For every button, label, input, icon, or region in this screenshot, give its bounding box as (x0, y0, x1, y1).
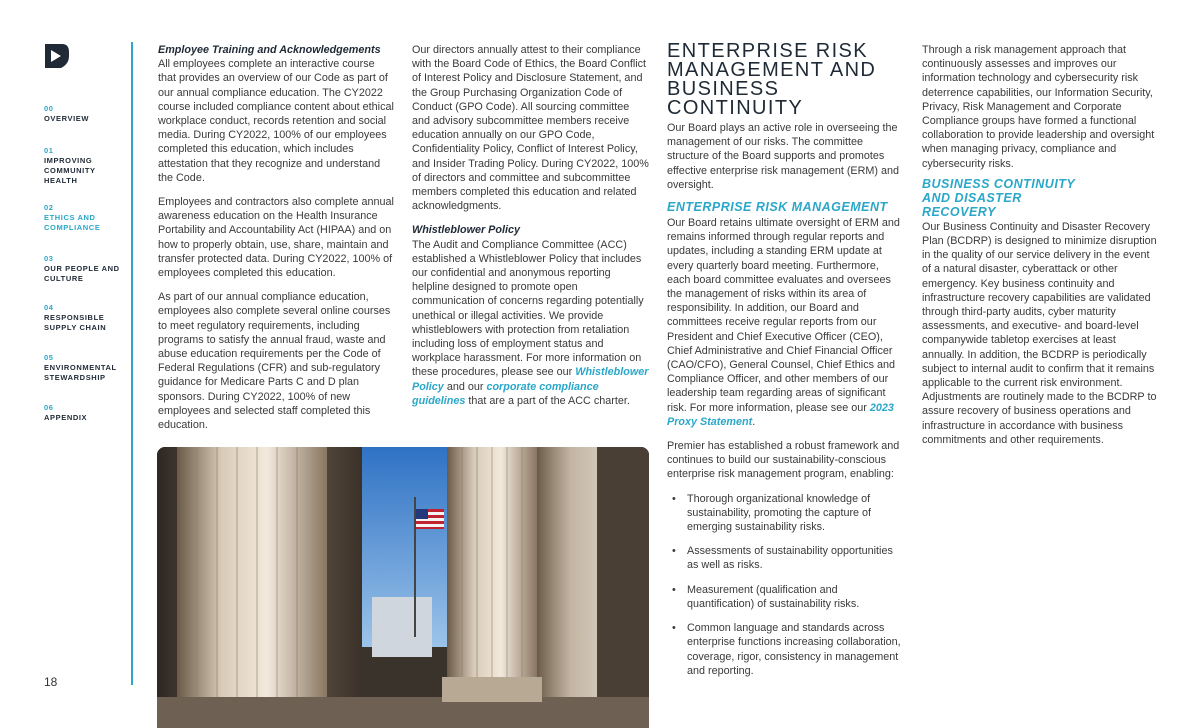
paragraph: Our Board plays an active role in overseeing the management of our risks. The committee structure of the Board supports and promotes effective enterprise risk management (ERM) and oversight. (667, 122, 900, 191)
section-subtitle: BUSINESS CONTINUITY AND DISASTER RECOVERY (922, 176, 1076, 219)
nav-environmental-stewardship[interactable] (44, 353, 124, 383)
column-employee-training (158, 43, 395, 442)
nav-label: OUR PEOPLE AND CULTURE (44, 264, 120, 283)
column-directors-whistleblower (412, 43, 649, 418)
paragraph: Through a risk management approach that continuously assesses and improves our information technology and cybersecurity risk deterrence capabilities, our Information Security, Privacy, Risk Management and Corporate Compliance groups have formed a functional collaboration to provide leadership and oversight when managing privacy, compliance and cybersecurity risks. (922, 44, 1155, 170)
whistleblower-policy-link[interactable]: Whistleblower Policy (412, 366, 649, 393)
nav-label: IMPROVING COMMUNITY HEALTH (44, 156, 96, 185)
nav-ethics-and-compliance[interactable] (44, 203, 124, 233)
nav-number: 05 (44, 353, 54, 362)
paragraph: The Audit and Compliance Committee (ACC) established a Whistleblower Policy that includes our confidential and anonymous reporting helpline designed to promote open communication of concerns regarding potentially unethical or illegal activities. We provide whistleblowers with protection from retaliation including loss of employment status and workplace harassment. For more information on these procedures, please see our (412, 238, 644, 379)
nav-label: APPENDIX (44, 413, 88, 422)
compliance-guidelines-link[interactable]: corporate compliance guidelines (412, 380, 599, 407)
paragraph: All employees complete an interactive course that provides an overview of our Code as part of our annual compliance education. The CY2022 course included compliance content about ethical workplace conduct, records retention and social media. During CY2022, 100% of our employees completed this education, which includes attestation that they recognize and understand the Code. (158, 58, 394, 184)
nav-number: 02 (44, 203, 54, 212)
premier-logo (42, 42, 70, 70)
list-item: • Common language and standards across enterprise functions increasing collaboration, coverage, rigor, consistency in management and reporting. (672, 622, 901, 677)
list-item-text: Measurement (qualification and quantification) of sustainability risks. (687, 583, 860, 610)
nav-appendix[interactable] (44, 403, 124, 423)
nav-number: 01 (44, 146, 54, 155)
columns-flag-photo (157, 447, 649, 728)
list-item: • Thorough organizational knowledge of sustainability, promoting the capture of emerging sustainability risks. (672, 492, 872, 534)
list-item-text: Assessments of sustainability opportunities as well as risks. (687, 545, 893, 572)
nav-number: 06 (44, 403, 54, 412)
section-title: ENTERPRISE RISK MANAGEMENT AND BUSINESS CONTINUITY (667, 40, 877, 119)
paragraph: Our directors annually attest to their compliance with the Board Code of Ethics, the Board Conflict of Interest Policy and Disclosure Statement, and the Group Purchasing Organization Code of Conduct (GPO Code). All sourcing committee and advisory subcommittee members receive education annually on our GPO Code, Confidentiality Policy, Conflict of Interest Policy, and Insider Trading Policy. During CY2022, 100% of directors and committee and subcommittee members completed this education and related acknowledgments. (412, 44, 649, 213)
list-item: • Measurement (qualification and quantification) of sustainability risks. (672, 583, 860, 610)
paragraph: As part of our annual compliance education, employees also complete several online courses to meet regulatory requirements, including programs to satisfy the annual fraud, waste and abuse education requirements per the Code of Federal Regulations (CFR) and sub-regulatory guidance for Medicare Parts C and D plan sponsors. During CY2022, 100% of new employees and selected staff completed this education. (158, 291, 391, 432)
nav-our-people-and-culture[interactable] (44, 254, 124, 284)
paragraph: Our Board retains ultimate oversight of ERM and remains informed through regular reports and updates, including a standing ERM update at every quarterly board meeting. Furthermore, each board committee evaluates and oversees the management of risks within its area of responsibility. In addition, our Board and committees receive regular reports from our President and Chief Executive Officer (CEO), Chief Administrative and Chief Financial Officer (CAO/CFO), General Counsel, Chief Ethics and Compliance Officer, and other members of our leadership team regarding areas of significant risk. For more information, please see our (667, 217, 900, 414)
list-item: • Assessments of sustainability opportunities as well as risks. (672, 545, 893, 572)
page-number: 18 (44, 675, 58, 689)
nav-label: OVERVIEW (44, 114, 90, 123)
nav-overview[interactable] (44, 104, 124, 124)
paragraph-text: that are a part of the ACC charter. (468, 394, 630, 407)
nav-label: ENVIRONMENTAL STEWARDSHIP (44, 363, 117, 382)
nav-number: 04 (44, 303, 54, 312)
section-heading: Employee Training and Acknowledgements (158, 44, 381, 56)
sidebar-divider (131, 42, 133, 685)
paragraph: Employees and contractors also complete annual awareness education on the Health Insurance Portability and Accountability Act (HIPAA) and on how to properly obtain, use, share, maintain and transfer protected data. During CY2022, 100% of employees completed this education. (158, 196, 394, 280)
nav-number: 00 (44, 104, 54, 113)
column-business-continuity (922, 43, 1160, 457)
paragraph: Premier has established a robust framework and continues to build our sustainability-conscious enterprise risk management program, enabling: (667, 440, 900, 481)
nav-responsible-supply-chain[interactable] (44, 303, 124, 333)
paragraph: Our Business Continuity and Disaster Recovery Plan (BCDRP) is designed to minimize disruption in the quality of our service delivery in the event of a natural disaster, cyberattack or other emergency. Key business continuity and infrastructure recovery capabilities are validated through third-party audits, cyber maturity assessments, and executive- and board-level companywide tabletop exercises at least annually. In addition, the BCDRP is periodically subject to internal audit to confirm that it remains applicable to the current risk environment. Adjustments are routinely made to the BCDRP to assure recovery of business operations and infrastructure in accordance with business commitments and other requirements. (922, 220, 1157, 446)
list-item-text: Thorough organizational knowledge of sustainability, promoting the capture of emerging sustainability risks. (687, 492, 872, 534)
list-item-text: Common language and standards across enterprise functions increasing collaboration, coverage, rigor, consistency in management and reporting. (687, 622, 901, 677)
section-subtitle: ENTERPRISE RISK MANAGEMENT (667, 200, 888, 215)
nav-number: 03 (44, 254, 54, 263)
section-heading: Whistleblower Policy (412, 224, 520, 237)
paragraph-text: . (752, 415, 756, 428)
nav-label: RESPONSIBLE SUPPLY CHAIN (44, 313, 107, 332)
column-enterprise-risk (667, 42, 903, 688)
erm-bullet-list (667, 492, 903, 678)
nav-improving-community-health[interactable] (44, 146, 124, 186)
nav-label: ETHICS AND COMPLIANCE (44, 213, 101, 232)
paragraph-text: and our (446, 380, 484, 393)
proxy-statement-link[interactable]: 2023 Proxy Statement (667, 401, 894, 428)
